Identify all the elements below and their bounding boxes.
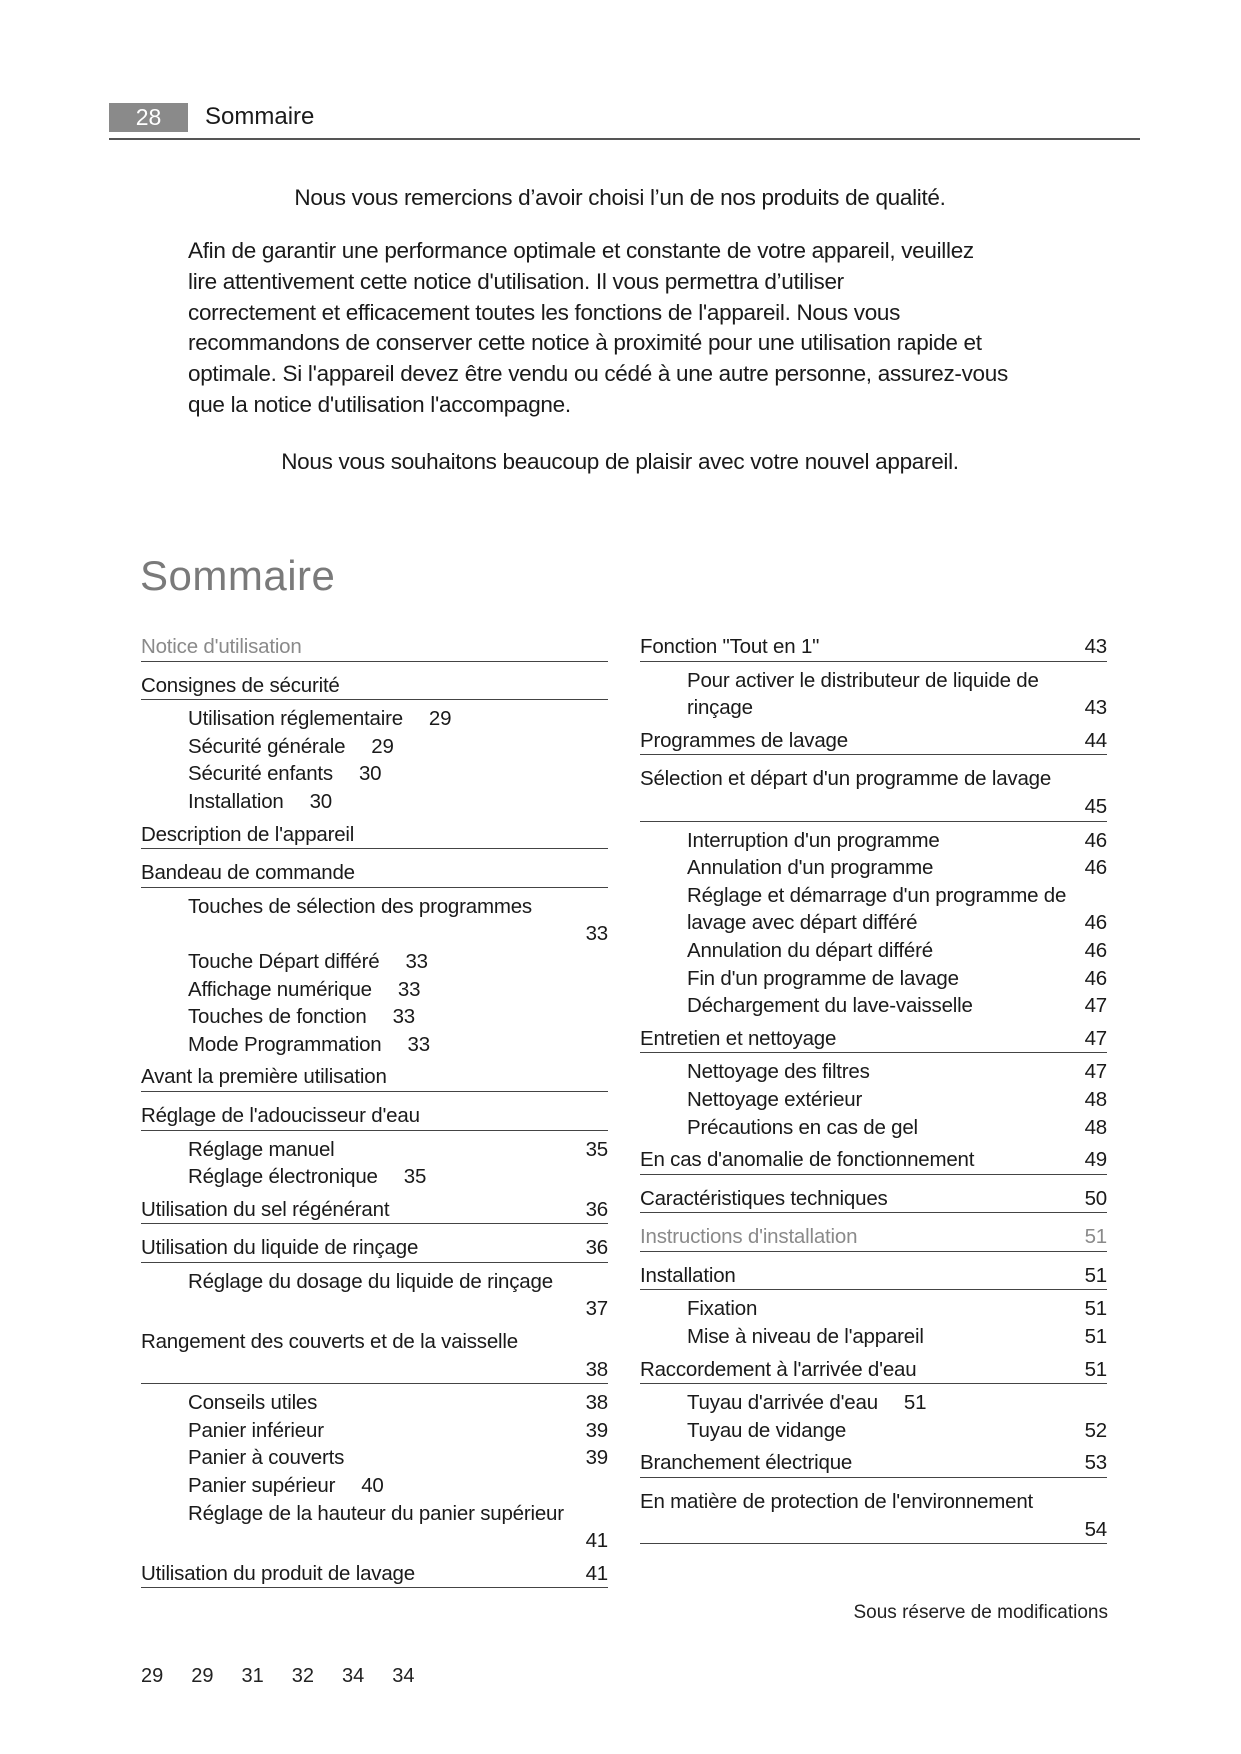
toc-entry-page: 45 <box>1084 794 1107 818</box>
toc-right-column <box>640 628 1107 1549</box>
toc-entry[interactable] <box>141 760 608 788</box>
toc-entry[interactable] <box>640 882 1107 937</box>
toc-entry-page: 43 <box>1084 635 1107 658</box>
toc-entry[interactable] <box>141 1444 608 1472</box>
toc-entry-page: 33 <box>397 977 421 1001</box>
toc-entry[interactable] <box>141 788 608 816</box>
toc-entry-page: 46 <box>1084 856 1107 880</box>
toc-entry-page: 51 <box>903 1391 927 1415</box>
toc-entry[interactable] <box>141 667 608 701</box>
stray-page-number: 34 <box>392 1665 415 1687</box>
toc-entry-title: Consignes de sécurité <box>141 673 340 697</box>
toc-entry[interactable] <box>640 854 1107 882</box>
toc-entry[interactable] <box>640 1086 1107 1114</box>
stray-page-number: 31 <box>241 1665 264 1687</box>
toc-entry[interactable] <box>640 1483 1107 1544</box>
toc-entry-title: Utilisation réglementaire <box>188 707 403 731</box>
toc-entry-title: Nettoyage extérieur <box>687 1087 863 1111</box>
toc-entry-title: Installation <box>188 789 284 813</box>
toc-entry-title: Touches de sélection des programmes <box>188 894 532 918</box>
toc-entry-page: 48 <box>1084 1087 1107 1111</box>
toc-entry[interactable] <box>640 965 1107 993</box>
toc-entry-title: Annulation d'un programme <box>687 856 934 880</box>
toc-entry-page: 39 <box>585 1446 608 1470</box>
toc-entry-page: 30 <box>358 762 382 786</box>
toc-entry-title: Installation <box>640 1263 736 1287</box>
toc-entry-title: Fin d'un programme de lavage <box>687 966 959 990</box>
toc-entry-title: Panier à couverts <box>188 1446 345 1470</box>
toc-entry[interactable] <box>640 1351 1107 1385</box>
toc-entry-title: Utilisation du produit de lavage <box>141 1561 415 1585</box>
toc-entry-title: Nettoyage des filtres <box>687 1060 870 1084</box>
toc-entry-title: Panier inférieur <box>188 1418 324 1442</box>
toc-entry-title: Réglage électronique <box>188 1165 378 1189</box>
toc-entry-page: 33 <box>405 949 428 973</box>
toc-entry-page: 53 <box>1084 1451 1107 1475</box>
toc-entry[interactable] <box>640 1295 1107 1323</box>
toc-entry-page: 38 <box>585 1391 608 1415</box>
toc-entry-title: Branchement électrique <box>640 1451 853 1475</box>
stray-page-numbers <box>141 1665 415 1688</box>
toc-entry[interactable] <box>640 1444 1107 1478</box>
toc-entry-page: 41 <box>585 1529 608 1553</box>
intro-closing: Nous vous souhaitons beaucoup de plaisir avec votre nouvel appareil. <box>281 449 959 474</box>
toc-entry-title: Tuyau de vidange <box>687 1418 847 1442</box>
toc-entry-title: Programmes de lavage <box>640 728 848 752</box>
toc-entry-page: 50 <box>1084 1186 1107 1210</box>
toc-entry-page: 33 <box>407 1032 430 1056</box>
toc-entry-page: 35 <box>403 1165 427 1189</box>
footer-note: Sous réserve de modifications <box>853 1602 1108 1623</box>
toc-entry-title: Entretien et nettoyage <box>640 1026 837 1050</box>
toc-entry[interactable] <box>141 1191 608 1225</box>
toc-entry[interactable] <box>141 1323 608 1384</box>
stray-page-number: 34 <box>342 1665 365 1687</box>
toc-entry-page: 29 <box>428 707 452 731</box>
toc-entry-title: Utilisation du sel régénérant <box>141 1197 390 1221</box>
page-number: 28 <box>109 103 188 132</box>
header-title: Sommaire <box>205 103 315 130</box>
toc-entry-title: Réglage et démarrage d'un programme de lavage avec départ différé <box>687 883 1067 935</box>
intro-line: optimale. Si l'appareil devez être vendu ou cédé à une autre personne, assurez-vous <box>188 361 1008 387</box>
toc-entry[interactable] <box>141 1417 608 1445</box>
toc-entry[interactable] <box>141 733 608 761</box>
toc-entry[interactable] <box>640 1389 1107 1417</box>
toc-entry[interactable] <box>141 1097 608 1131</box>
toc-entry[interactable] <box>640 1323 1107 1351</box>
toc-entry-page: 30 <box>309 789 333 813</box>
toc-entry[interactable] <box>640 722 1107 756</box>
toc-entry[interactable] <box>640 1257 1107 1291</box>
toc-entry[interactable] <box>141 816 608 850</box>
toc-entry-page: 46 <box>1084 938 1107 962</box>
toc-entry[interactable] <box>141 1136 608 1164</box>
toc-entry[interactable] <box>141 1229 608 1263</box>
toc-entry[interactable] <box>141 1163 608 1191</box>
toc-entry[interactable] <box>141 854 608 888</box>
toc-entry[interactable] <box>141 948 608 976</box>
toc-entry[interactable] <box>141 976 608 1004</box>
intro-line: recommandons de conserver cette notice à proximité pour une utilisation rapide et <box>188 330 982 356</box>
header-divider <box>109 138 1140 140</box>
toc-entry-title: Panier supérieur <box>188 1474 336 1498</box>
toc-entry-title: Fixation <box>687 1297 758 1321</box>
toc-entry-page: 37 <box>585 1297 608 1321</box>
toc-entry-page: 35 <box>585 1137 608 1161</box>
toc-title: Sommaire <box>140 552 336 599</box>
toc-entry[interactable] <box>640 1417 1107 1445</box>
toc-entry-title: Réglage de la hauteur du panier supérieur <box>188 1501 564 1525</box>
toc-entry-title: Caractéristiques techniques <box>640 1186 888 1210</box>
toc-entry-title: Touche Départ différé <box>188 949 380 973</box>
toc-entry[interactable] <box>141 1500 608 1555</box>
toc-entry-title: Raccordement à l'arrivée d'eau <box>640 1357 917 1381</box>
toc-entry-page: 51 <box>1084 1297 1107 1321</box>
toc-entry-title: Notice d'utilisation <box>141 635 302 658</box>
toc-entry-title: Réglage du dosage du liquide de rinçage <box>188 1269 553 1293</box>
toc-entry-page: 46 <box>1084 828 1107 852</box>
toc-entry-page: 38 <box>585 1357 608 1381</box>
toc-entry-page: 54 <box>1084 1517 1107 1541</box>
toc-entry[interactable] <box>141 893 608 948</box>
toc-entry-title: Pour activer le distributeur de liquide de rinçage <box>687 668 1039 720</box>
toc-entry-page: 46 <box>1084 966 1107 990</box>
toc-entry-title: Précautions en cas de gel <box>687 1115 918 1139</box>
toc-entry-title: Mise à niveau de l'appareil <box>687 1325 924 1349</box>
toc-entry-title: Annulation du départ différé <box>687 938 933 962</box>
toc-entry[interactable] <box>640 1218 1107 1252</box>
toc-entry[interactable] <box>141 1003 608 1031</box>
toc-entry[interactable] <box>640 992 1107 1020</box>
toc-entry[interactable] <box>640 1180 1107 1214</box>
toc-entry-page: 33 <box>392 1005 415 1029</box>
toc-entry-page: 51 <box>1084 1325 1107 1349</box>
stray-page-number: 29 <box>191 1665 214 1687</box>
toc-entry-title: Fonction "Tout en 1" <box>640 635 820 658</box>
toc-entry-title: Tuyau d'arrivée d'eau <box>687 1391 878 1415</box>
toc-entry[interactable] <box>640 667 1107 722</box>
toc-entry-page: 41 <box>585 1561 608 1585</box>
toc-entry-page: 47 <box>1084 1060 1107 1084</box>
toc-entry[interactable] <box>141 1058 608 1092</box>
toc-entry-title: Mode Programmation <box>188 1032 382 1056</box>
toc-entry-page: 29 <box>371 734 394 758</box>
toc-entry-title: Bandeau de commande <box>141 861 355 885</box>
toc-entry-title: Rangement des couverts et de la vaisselle <box>141 1330 518 1354</box>
toc-entry-page: 47 <box>1084 1026 1107 1050</box>
toc-entry-page: 43 <box>1084 696 1107 720</box>
toc-entry-title: Sélection et départ d'un programme de lavage <box>640 767 1052 791</box>
toc-entry-title: Utilisation du liquide de rinçage <box>141 1236 419 1260</box>
toc-entry[interactable] <box>640 1020 1107 1054</box>
toc-entry-title: Déchargement du lave-vaisselle <box>687 994 973 1018</box>
toc-entry[interactable] <box>640 628 1107 662</box>
toc-entry-title: Interruption d'un programme <box>687 828 940 852</box>
toc-entry[interactable] <box>640 827 1107 855</box>
toc-entry-page: 51 <box>1084 1263 1107 1287</box>
toc-entry-page: 40 <box>361 1474 384 1498</box>
toc-entry[interactable] <box>141 1555 608 1589</box>
toc-entry-page: 49 <box>1084 1148 1107 1172</box>
toc-entry[interactable] <box>640 1058 1107 1086</box>
toc-entry[interactable] <box>640 1141 1107 1175</box>
toc-entry-title: En matière de protection de l'environnement <box>640 1490 1034 1514</box>
intro-greeting: Nous vous remercions d’avoir choisi l’un de nos produits de qualité. <box>294 185 946 210</box>
toc-entry-page: 46 <box>1084 911 1107 935</box>
toc-entry-page: 39 <box>585 1418 608 1442</box>
intro-paragraph <box>188 236 1088 421</box>
toc-entry[interactable] <box>141 1031 608 1059</box>
toc-entry-title: Réglage de l'adoucisseur d'eau <box>141 1103 420 1127</box>
toc-entry-title: Touches de fonction <box>188 1005 367 1029</box>
stray-page-number: 32 <box>291 1665 314 1687</box>
toc-entry[interactable] <box>141 1472 608 1500</box>
toc-entry-page: 48 <box>1084 1115 1107 1139</box>
toc-entry-title: Conseils utiles <box>188 1391 318 1415</box>
toc-entry-page: 44 <box>1084 728 1107 752</box>
toc-entry-title: Sécurité générale <box>188 734 346 758</box>
toc-entry-page: 51 <box>1084 1357 1107 1381</box>
toc-entry-page: 52 <box>1084 1418 1107 1442</box>
toc-entry-page: 33 <box>585 922 608 946</box>
toc-entry-title: Affichage numérique <box>188 977 372 1001</box>
toc-entry[interactable] <box>141 1268 608 1323</box>
toc-entry-title: Réglage manuel <box>188 1137 335 1161</box>
toc-entry[interactable] <box>141 1389 608 1417</box>
stray-page-number: 29 <box>141 1665 164 1687</box>
toc-entry-page: 47 <box>1084 994 1107 1018</box>
toc-entry[interactable] <box>640 1114 1107 1142</box>
toc-entry-title: Instructions d'installation <box>640 1225 858 1249</box>
toc-entry[interactable] <box>640 937 1107 965</box>
intro-line: lire attentivement cette notice d'utilisation. Il vous permettra d’utiliser <box>188 268 844 294</box>
intro-line: que la notice d'utilisation l'accompagne. <box>188 391 571 417</box>
toc-left-column <box>141 628 608 1593</box>
toc-entry-page: 51 <box>1084 1225 1107 1249</box>
toc-entry-title: Sécurité enfants <box>188 762 333 786</box>
intro-line: correctement et efficacement toutes les fonctions de l'appareil. Nous vous <box>188 299 901 325</box>
toc-entry-page: 36 <box>585 1236 608 1260</box>
toc-entry-title: Avant la première utilisation <box>141 1065 387 1089</box>
toc-entry-page: 36 <box>585 1197 608 1221</box>
intro-line: Afin de garantir une performance optimale et constante de votre appareil, veuillez <box>188 238 974 263</box>
toc-entry[interactable] <box>141 705 608 733</box>
toc-entry-title: En cas d'anomalie de fonctionnement <box>640 1148 975 1172</box>
toc-entry-title: Description de l'appareil <box>141 822 355 846</box>
toc-entry[interactable] <box>141 628 608 662</box>
toc-entry[interactable] <box>640 760 1107 821</box>
